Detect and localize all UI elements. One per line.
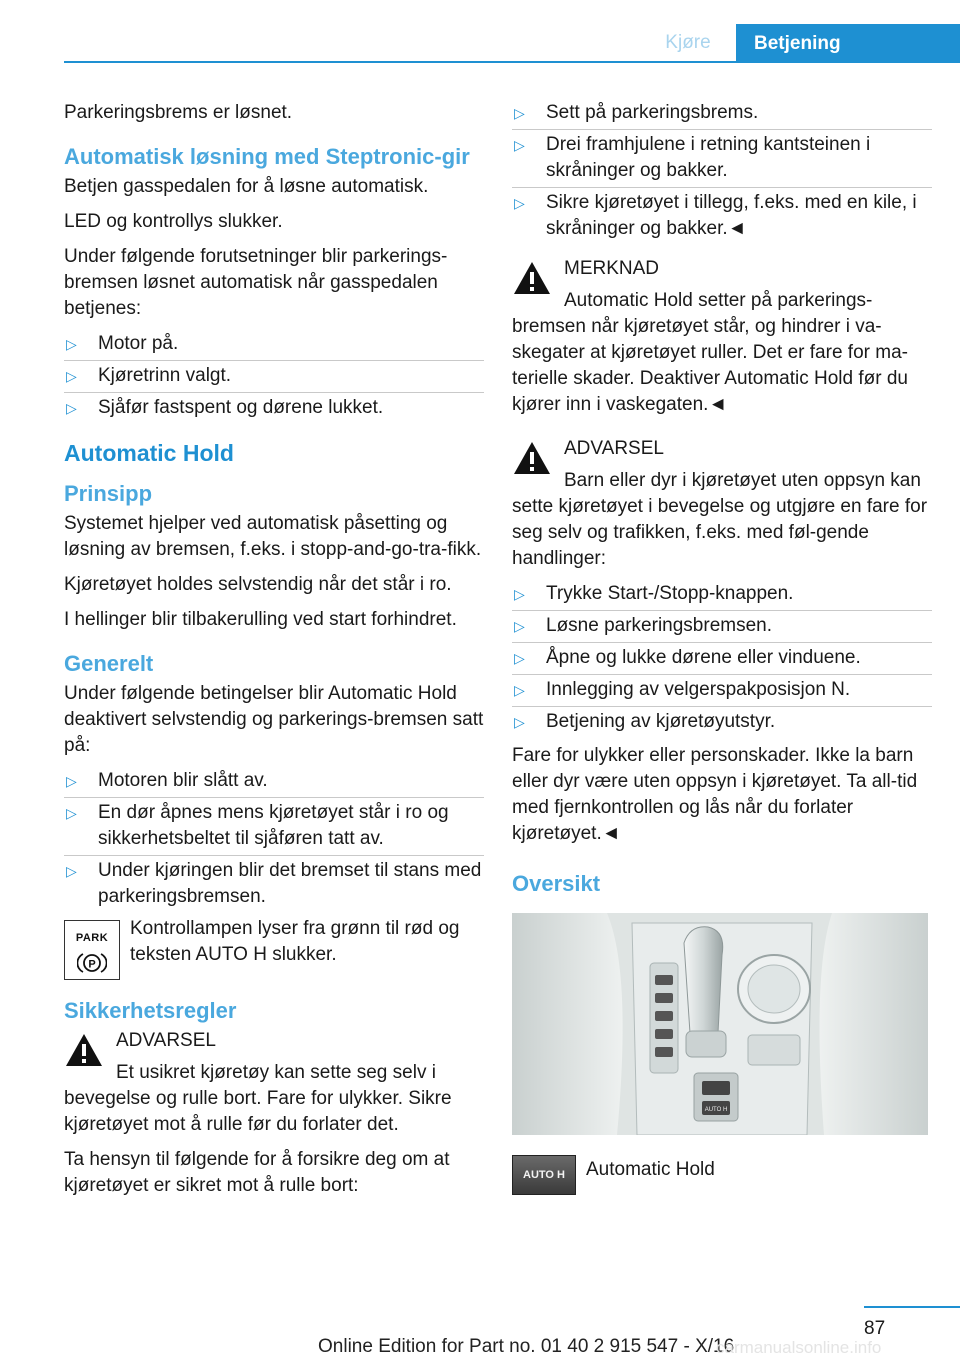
warning-title: ADVARSEL [564, 438, 664, 459]
svg-text:P: P [88, 958, 96, 971]
list-item: ▷ Motoren blir slått av. [64, 768, 484, 794]
warning-triangle-icon [512, 440, 552, 476]
list-item: ▷ Trykke Start-/Stopp-knappen. [512, 581, 932, 607]
auto-h-button-icon: AUTO H [512, 1155, 576, 1195]
intro-text: Parkeringsbrems er løsnet. [64, 102, 293, 123]
left-column [64, 100, 484, 1208]
general-p1: Under følgende betingelser blir Automatic Hold deaktivert selvstendig og parkerings-bremsen satt på: [64, 683, 484, 756]
steptronic-p2: LED og kontrollys slukker. [64, 211, 283, 232]
principle-p2: Kjøretøyet holdes selvstendig når det står i ro. [64, 574, 452, 595]
list-item: ▷ Sjåfør fastspent og dørene lukket. [64, 395, 484, 421]
warning-list [512, 581, 932, 735]
console-illustration [512, 913, 928, 1135]
general-heading: Generelt [64, 651, 154, 676]
steptronic-heading: Automatisk løsning med Steptronic-gir [64, 144, 470, 169]
tab-betjening[interactable]: Betjening [736, 24, 960, 63]
safety-p1: Ta hensyn til følgende for å forsikre deg om at kjøretøyet er sikret mot å rulle bort: [64, 1149, 450, 1196]
center-console-photo [512, 913, 928, 1135]
auto-h-button-label: AUTO H [704, 1107, 728, 1113]
list-item: ▷ Løsne parkeringsbremsen. [512, 613, 932, 639]
list-item: ▷ Sett på parkeringsbrems. [512, 100, 932, 126]
list-item: ▷ Motor på. [64, 331, 484, 357]
auto-h-caption: Automatic Hold [586, 1159, 715, 1180]
safety-heading: Sikkerhetsregler [64, 998, 237, 1023]
list-item: ▷ Under kjøringen blir det bremset til stans med parkeringsbremsen. [64, 858, 484, 910]
automatic-hold-heading: Automatic Hold [64, 440, 234, 466]
list-item: ▷ Åpne og lukke dørene eller vinduene. [512, 645, 932, 671]
note-title: MERKNAD [564, 258, 660, 279]
secure-list [512, 100, 932, 242]
child-warning [512, 436, 932, 572]
warning-text: Et usikret kjøretøy kan sette seg selv i bevegelse og rulle bort. Fare for ulykker. Sikre kjøretøyet mot å rulle før du forlater det. [64, 1062, 452, 1135]
list-item: ▷ Innlegging av velgerspakposisjon N. [512, 677, 932, 703]
watermark: carmanualsonline.info [716, 1338, 882, 1357]
list-item: ▷ Kjøretrinn valgt. [64, 363, 484, 389]
tab-kjore[interactable]: Kjøre [665, 32, 711, 53]
principle-heading: Prinsipp [64, 481, 153, 506]
steptronic-p3: Under følgende forutsetninger blir parkerings-bremsen løsnet automatisk når gasspedalen betjenes: [64, 246, 448, 319]
page-number-rule [864, 1306, 960, 1308]
park-indicator-note [64, 916, 484, 980]
header-rule [64, 61, 960, 63]
auto-h-legend [512, 1155, 932, 1195]
right-column [512, 100, 932, 1195]
steptronic-list [64, 331, 484, 421]
list-item: ▷ En dør åpnes mens kjøretøyet står i ro og sikkerhetsbeltet til sjåføren tatt av. [64, 800, 484, 852]
brake-symbol-icon [77, 951, 107, 975]
park-note-text: Kontrollampen lyser fra grønn til rød og teksten AUTO H slukker. [130, 918, 460, 965]
principle-p3: I hellinger blir tilbakerulling ved start forhindret. [64, 609, 457, 630]
warning-triangle-icon [64, 1032, 104, 1068]
edition-footer: Online Edition for Part no. 01 40 2 915 547 - X/16 [318, 1336, 735, 1357]
principle-p1: Systemet hjelper ved automatisk påsetting og løsning av bremsen, f.eks. i stopp-and-go-tra-fikk. [64, 513, 482, 560]
list-item: ▷ Betjening av kjøretøyutstyr. [512, 709, 932, 735]
safety-warning [64, 1028, 484, 1138]
park-brake-icon [64, 920, 120, 980]
general-list [64, 768, 484, 910]
list-item: ▷ Drei framhjulene i retning kantsteinen i skråninger og bakker. [512, 132, 932, 184]
steptronic-p1: Betjen gasspedalen for å løsne automatisk. [64, 176, 429, 197]
closing-text: Fare for ulykker eller personskader. Ikke la barn eller dyr være uten oppsyn i kjøretøyet. Ta all-tid med fjernkontrollen og lås når du forlater kjøretøyet.◄ [512, 745, 918, 844]
list-item: ▷ Sikre kjøretøyet i tillegg, f.eks. med en kile, i skråninger og bakker.◄ [512, 190, 932, 242]
note-text: Automatic Hold setter på parkerings-bremsen når kjøretøyet står, og hindrer i va-skegater at kjøretøyet ruller. Det er fare for ma-terielle skader. Deaktiver Automatic Hold før du kjører inn i vaskegaten.◄ [512, 290, 909, 415]
warning-title: ADVARSEL [116, 1030, 216, 1051]
note-box [512, 256, 932, 418]
warning-text: Barn eller dyr i kjøretøyet uten oppsyn kan sette kjøretøyet i bevegelse og utgjøre en fare for seg selv og trafikken, f.eks. med føl-gende handlinger: [512, 470, 928, 569]
warning-triangle-icon [512, 260, 552, 296]
page-number: 87 [864, 1318, 886, 1339]
overview-heading: Oversikt [512, 871, 601, 896]
park-icon-label: PARK [75, 932, 109, 944]
